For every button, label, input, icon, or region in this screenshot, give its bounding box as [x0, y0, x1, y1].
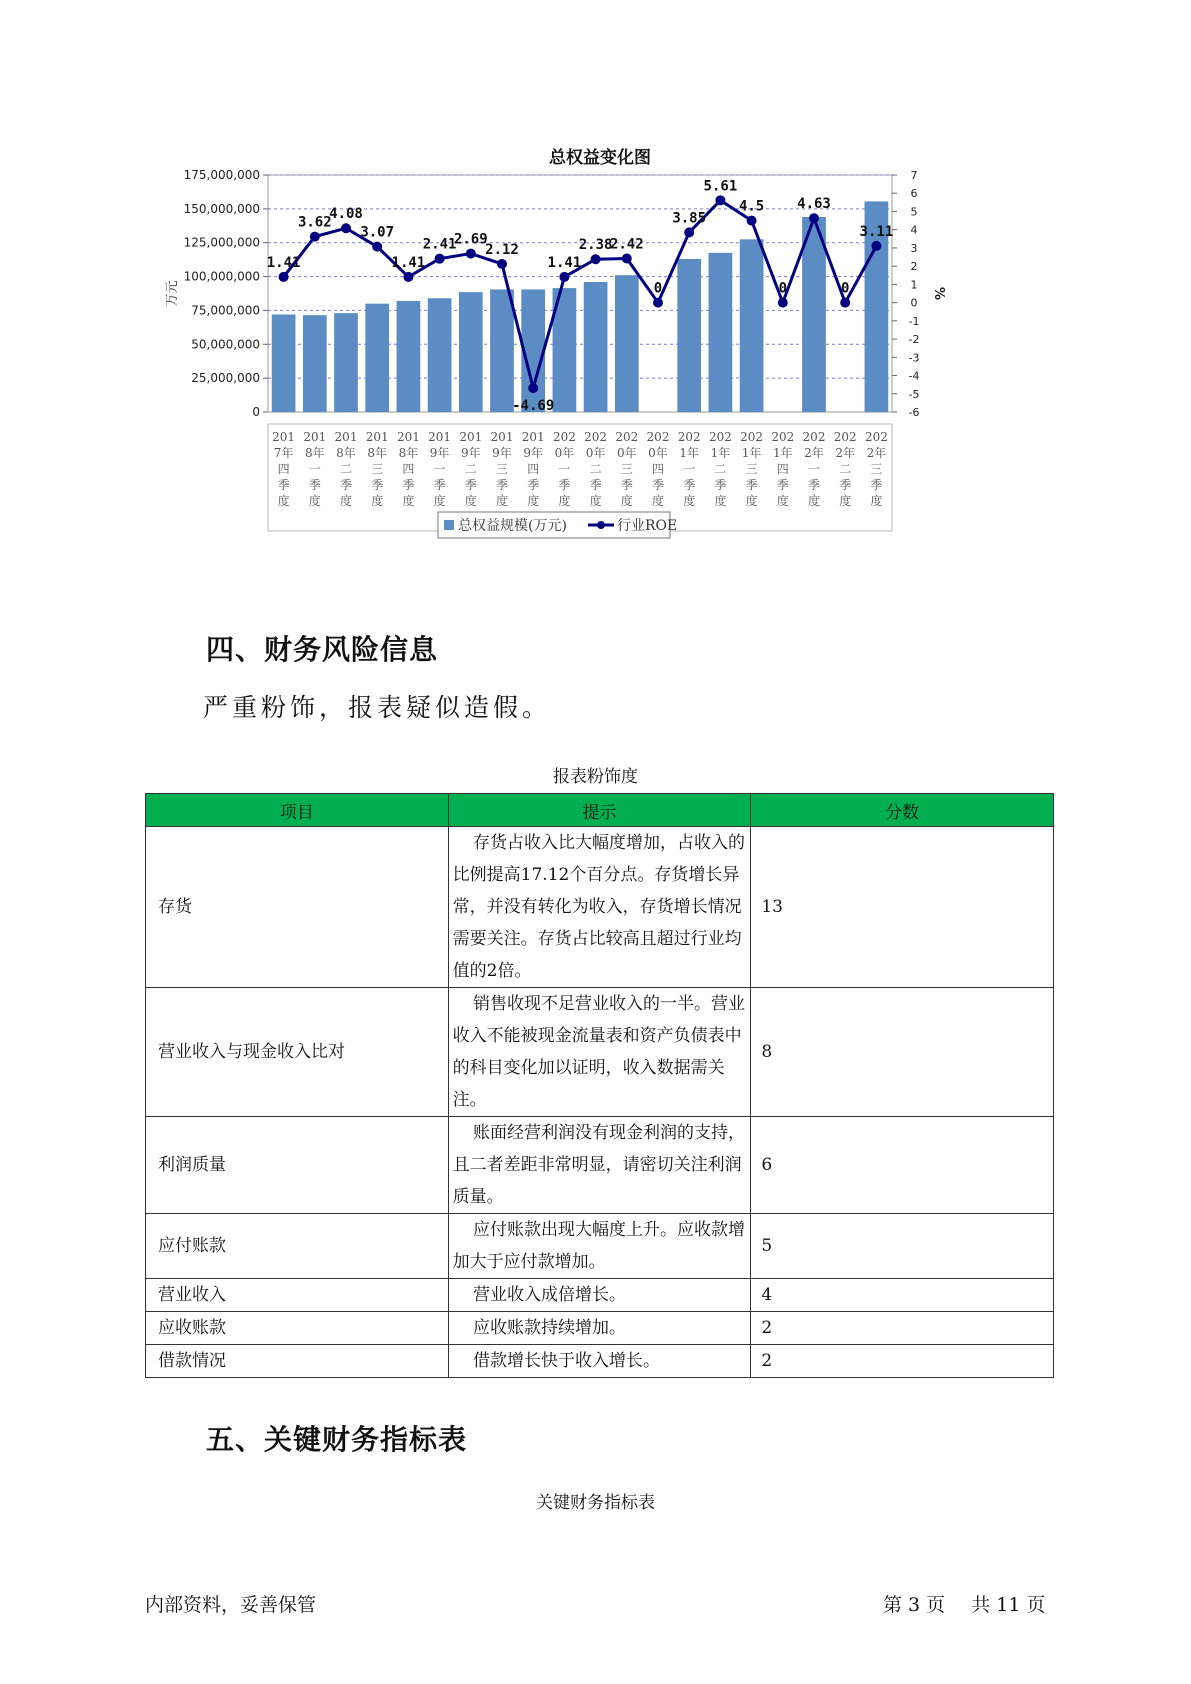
- header-hint: 提示: [448, 794, 751, 827]
- roe-data-label: 3.11: [859, 223, 894, 240]
- category-label: 一: [558, 462, 571, 476]
- category-label: 季: [807, 478, 821, 492]
- category-label: 201: [365, 430, 389, 444]
- category-label: 四: [651, 462, 665, 476]
- row-score: 4: [751, 1279, 1054, 1312]
- category-label: 季: [651, 478, 665, 492]
- category-label: 度: [433, 494, 446, 508]
- row-hint: 存货占收入比大幅度增加，占收入的比例提高17.12个百分点。存货增长异常，并没有转化为收入，存货增长情况需要关注。存货占比较高且超过行业均值的2倍。: [448, 827, 751, 988]
- roe-data-label: 3.62: [297, 214, 332, 231]
- category-label: 二: [839, 462, 852, 476]
- roe-data-label: 0: [840, 280, 850, 297]
- equity-bar: [303, 315, 327, 412]
- category-label: 2年: [804, 446, 824, 460]
- category-label: 季: [277, 478, 290, 492]
- roe-point: [747, 216, 757, 226]
- category-label: 度: [870, 494, 883, 508]
- left-tick-label: 50,000,000: [191, 337, 260, 352]
- equity-bar: [802, 217, 826, 412]
- roe-data-label: 2.41: [422, 236, 457, 253]
- category-label: 季: [683, 478, 696, 492]
- category-label: 202: [552, 430, 576, 444]
- category-label: 季: [745, 478, 758, 492]
- equity-bar: [428, 298, 452, 412]
- category-label: 8年: [398, 446, 419, 460]
- row-score: 2: [751, 1345, 1054, 1378]
- category-label: 季: [714, 478, 727, 492]
- risk-table: [145, 793, 1054, 1378]
- right-tick-label: 7: [910, 169, 918, 182]
- left-tick-label: 175,000,000: [183, 168, 260, 182]
- risk-summary: 严重粉饰，报表疑似造假。: [203, 693, 552, 722]
- table-row: [146, 1279, 1054, 1312]
- section5-heading: 五、关键财务指标表: [206, 1423, 468, 1456]
- category-label: 9年: [429, 446, 450, 460]
- table-row: [146, 1117, 1054, 1214]
- category-label: 202: [740, 430, 764, 444]
- category-label: 8年: [367, 446, 388, 460]
- category-label: 季: [495, 478, 509, 492]
- table-row: [146, 988, 1054, 1117]
- right-tick-label: -1: [908, 314, 920, 328]
- category-label: 季: [527, 478, 540, 492]
- left-tick-label: 75,000,000: [191, 303, 260, 318]
- category-label: 度: [402, 494, 415, 508]
- footer-confidential: 内部资料，妥善保管: [145, 1594, 317, 1616]
- category-label: 季: [464, 478, 477, 492]
- row-item: 存货: [146, 827, 449, 988]
- risk-table-header: [146, 794, 1054, 827]
- category-label: 季: [589, 478, 602, 492]
- roe-point: [559, 272, 569, 282]
- category-label: 8年: [304, 446, 325, 460]
- roe-data-label: -4.69: [512, 398, 555, 415]
- legend-bar-label: 总权益规模(万元): [458, 518, 567, 534]
- category-label: 度: [371, 494, 384, 508]
- category-label: 三: [620, 462, 633, 476]
- left-tick-label: 25,000,000: [191, 371, 260, 386]
- roe-data-label: 4.08: [329, 206, 363, 223]
- roe-data-label: 0: [653, 280, 663, 297]
- category-label: 三: [371, 462, 384, 476]
- roe-point: [684, 227, 694, 237]
- right-tick-label: 2: [910, 260, 918, 274]
- row-hint: 应付账款出现大幅度上升。应收款增加大于应付款增加。: [448, 1214, 751, 1279]
- right-tick-label: 1: [910, 278, 918, 292]
- chart-title: 总权益变化图: [549, 148, 651, 168]
- right-tick-label: -4: [908, 369, 920, 383]
- legend-line-label: 行业ROE: [617, 518, 678, 534]
- roe-point: [622, 253, 632, 263]
- roe-point: [778, 298, 788, 308]
- category-label: 一: [683, 462, 696, 476]
- category-label: 度: [277, 494, 290, 508]
- row-score: 5: [751, 1214, 1054, 1279]
- roe-point: [310, 232, 320, 242]
- equity-chart-svg: [160, 135, 1040, 595]
- row-hint: 借款增长快于收入增长。: [448, 1345, 751, 1378]
- category-label: 201: [490, 430, 514, 444]
- page-number: 3: [908, 1594, 921, 1616]
- category-label: 202: [708, 430, 732, 444]
- category-label: 度: [839, 494, 852, 508]
- category-label: 三: [495, 462, 509, 476]
- category-label: 201: [521, 430, 545, 444]
- category-label: 四: [402, 462, 415, 476]
- header-item: 项目: [146, 794, 449, 827]
- equity-bar: [584, 282, 608, 412]
- roe-point: [653, 298, 663, 308]
- right-tick-label: 4: [910, 223, 918, 237]
- category-label: 1年: [679, 446, 700, 460]
- category-label: 度: [339, 494, 353, 508]
- category-label: 7年: [273, 446, 294, 460]
- row-item: 营业收入与现金收入比对: [146, 988, 449, 1117]
- category-label: 0年: [616, 446, 637, 460]
- footer-page-info: [880, 1590, 1048, 1617]
- roe-data-label: 5.61: [703, 178, 738, 195]
- left-tick-label: 100,000,000: [183, 269, 260, 284]
- row-hint: 应收账款持续增加。: [448, 1312, 751, 1345]
- left-axis-title: 万元: [165, 280, 180, 307]
- right-tick-label: -5: [908, 387, 920, 401]
- category-label: 二: [464, 462, 477, 476]
- roe-point: [466, 249, 476, 259]
- category-label: 202: [833, 430, 857, 444]
- category-label: 季: [558, 478, 571, 492]
- category-label: 0年: [585, 446, 606, 460]
- row-hint: 营业收入成倍增长。: [448, 1279, 751, 1312]
- category-label: 二: [714, 462, 727, 476]
- right-axis-title: %: [931, 286, 946, 301]
- roe-point: [809, 213, 819, 223]
- category-label: 0年: [554, 446, 575, 460]
- category-label: 度: [776, 494, 789, 508]
- equity-bar: [365, 304, 389, 412]
- category-label: 一: [433, 462, 446, 476]
- category-label: 202: [864, 430, 888, 444]
- right-tick-label: -6: [908, 406, 920, 419]
- equity-bar: [740, 239, 764, 412]
- category-label: 2年: [835, 446, 856, 460]
- category-label: 201: [272, 430, 296, 444]
- category-label: 度: [527, 494, 540, 508]
- category-label: 二: [589, 462, 602, 476]
- category-label: 度: [807, 494, 821, 508]
- row-item: 应付账款: [146, 1214, 449, 1279]
- table-row: [146, 827, 1054, 988]
- category-label: 季: [433, 478, 446, 492]
- roe-data-label: 3.07: [360, 224, 395, 241]
- category-label: 201: [303, 430, 327, 444]
- category-label: 二: [339, 462, 353, 476]
- table-row: [146, 1345, 1054, 1378]
- equity-chart: [160, 135, 1040, 595]
- legend-line-marker: [597, 521, 605, 529]
- equity-bar: [272, 314, 296, 412]
- equity-bar: [490, 289, 514, 412]
- category-label: 202: [584, 430, 608, 444]
- category-label: 季: [620, 478, 633, 492]
- row-score: 8: [751, 988, 1054, 1117]
- roe-point: [497, 259, 507, 269]
- category-label: 9年: [492, 446, 512, 460]
- equity-bar: [615, 275, 639, 412]
- legend-bar-swatch: [444, 520, 454, 530]
- roe-point: [341, 223, 351, 233]
- roe-data-label: 4.63: [797, 196, 831, 213]
- category-label: 季: [402, 478, 415, 492]
- roe-data-label: 2.12: [485, 241, 519, 258]
- category-label: 2年: [866, 446, 887, 460]
- category-label: 度: [651, 494, 665, 508]
- row-score: 2: [751, 1312, 1054, 1345]
- equity-bar: [709, 253, 733, 412]
- row-item: 借款情况: [146, 1345, 449, 1378]
- category-label: 度: [589, 494, 602, 508]
- row-score: 13: [751, 827, 1054, 988]
- right-tick-label: 0: [910, 296, 918, 310]
- page-label: 第: [883, 1594, 903, 1616]
- page-unit: 页: [926, 1594, 946, 1616]
- row-hint: 销售收现不足营业收入的一半。营业收入不能被现金流量表和资产负债表中的科目变化加以证明，收入数据需关注。: [448, 988, 751, 1117]
- category-label: 季: [308, 478, 321, 492]
- roe-point: [715, 195, 725, 205]
- table-row: [146, 1214, 1054, 1279]
- category-label: 201: [428, 430, 452, 444]
- category-label: 201: [459, 430, 483, 444]
- roe-point: [403, 272, 413, 282]
- left-tick-label: 125,000,000: [183, 235, 260, 250]
- row-score: 6: [751, 1117, 1054, 1214]
- category-label: 一: [308, 462, 321, 476]
- category-label: 1年: [772, 446, 793, 460]
- category-label: 度: [495, 494, 509, 508]
- right-tick-label: 6: [910, 187, 918, 201]
- category-label: 四: [776, 462, 789, 476]
- category-label: 三: [870, 462, 883, 476]
- total-pages: 11: [996, 1594, 1021, 1616]
- row-item: 利润质量: [146, 1117, 449, 1214]
- category-label: 一: [807, 462, 821, 476]
- roe-data-label: 1.41: [547, 254, 582, 271]
- roe-point: [871, 241, 881, 251]
- table-row: [146, 1312, 1054, 1345]
- roe-point: [528, 383, 538, 393]
- category-label: 季: [839, 478, 852, 492]
- equity-bar: [334, 313, 358, 412]
- section4-heading: 四、财务风险信息: [206, 633, 439, 666]
- category-label: 201: [334, 430, 358, 444]
- category-label: 度: [558, 494, 571, 508]
- right-tick-label: 5: [910, 205, 918, 219]
- right-tick-label: -3: [908, 351, 920, 365]
- header-score: 分数: [751, 794, 1054, 827]
- left-tick-label: 0: [252, 405, 260, 419]
- roe-point: [279, 272, 289, 282]
- category-label: 季: [371, 478, 384, 492]
- key-metrics-caption: 关键财务指标表: [536, 1493, 655, 1513]
- row-hint: 账面经营利润没有现金利润的支持，且二者差距非常明显，请密切关注利润质量。: [448, 1117, 751, 1214]
- left-tick-label: 150,000,000: [183, 201, 260, 216]
- category-label: 度: [714, 494, 727, 508]
- category-label: 202: [646, 430, 670, 444]
- category-label: 202: [771, 430, 795, 444]
- row-item: 应收账款: [146, 1312, 449, 1345]
- category-label: 四: [277, 462, 290, 476]
- roe-data-label: 2.38: [578, 237, 613, 254]
- roe-data-label: 0: [778, 280, 788, 297]
- category-label: 度: [683, 494, 696, 508]
- category-label: 202: [802, 430, 826, 444]
- roe-data-label: 1.41: [266, 254, 301, 271]
- total-unit: 页: [1026, 1594, 1046, 1616]
- row-item: 营业收入: [146, 1279, 449, 1312]
- category-label: 季: [870, 478, 883, 492]
- category-label: 1年: [741, 446, 762, 460]
- roe-data-label: 4.5: [738, 198, 765, 215]
- right-tick-label: 3: [910, 241, 918, 255]
- roe-data-label: 1.41: [391, 254, 426, 271]
- roe-point: [840, 298, 850, 308]
- roe-point: [591, 254, 601, 264]
- equity-bar: [677, 259, 701, 412]
- total-label: 共: [971, 1594, 991, 1616]
- category-label: 四: [527, 462, 540, 476]
- category-label: 202: [677, 430, 701, 444]
- category-label: 9年: [460, 446, 481, 460]
- category-label: 201: [396, 430, 420, 444]
- category-label: 8年: [336, 446, 356, 460]
- category-label: 202: [615, 430, 639, 444]
- category-label: 0年: [648, 446, 668, 460]
- risk-table-caption: 报表粉饰度: [553, 767, 638, 787]
- category-label: 三: [745, 462, 758, 476]
- category-label: 度: [308, 494, 321, 508]
- category-label: 9年: [523, 446, 544, 460]
- roe-data-label: 2.69: [453, 231, 488, 248]
- equity-bar: [397, 301, 421, 412]
- category-label: 季: [776, 478, 789, 492]
- category-label: 季: [339, 478, 353, 492]
- category-label: 度: [745, 494, 758, 508]
- roe-data-label: 3.85: [672, 210, 707, 227]
- category-label: 1年: [710, 446, 731, 460]
- right-tick-label: -2: [908, 333, 920, 347]
- roe-data-label: 2.42: [609, 236, 644, 253]
- roe-point: [435, 254, 445, 264]
- roe-point: [372, 242, 382, 252]
- category-label: 度: [464, 494, 477, 508]
- equity-bar: [459, 292, 483, 412]
- category-label: 度: [620, 494, 633, 508]
